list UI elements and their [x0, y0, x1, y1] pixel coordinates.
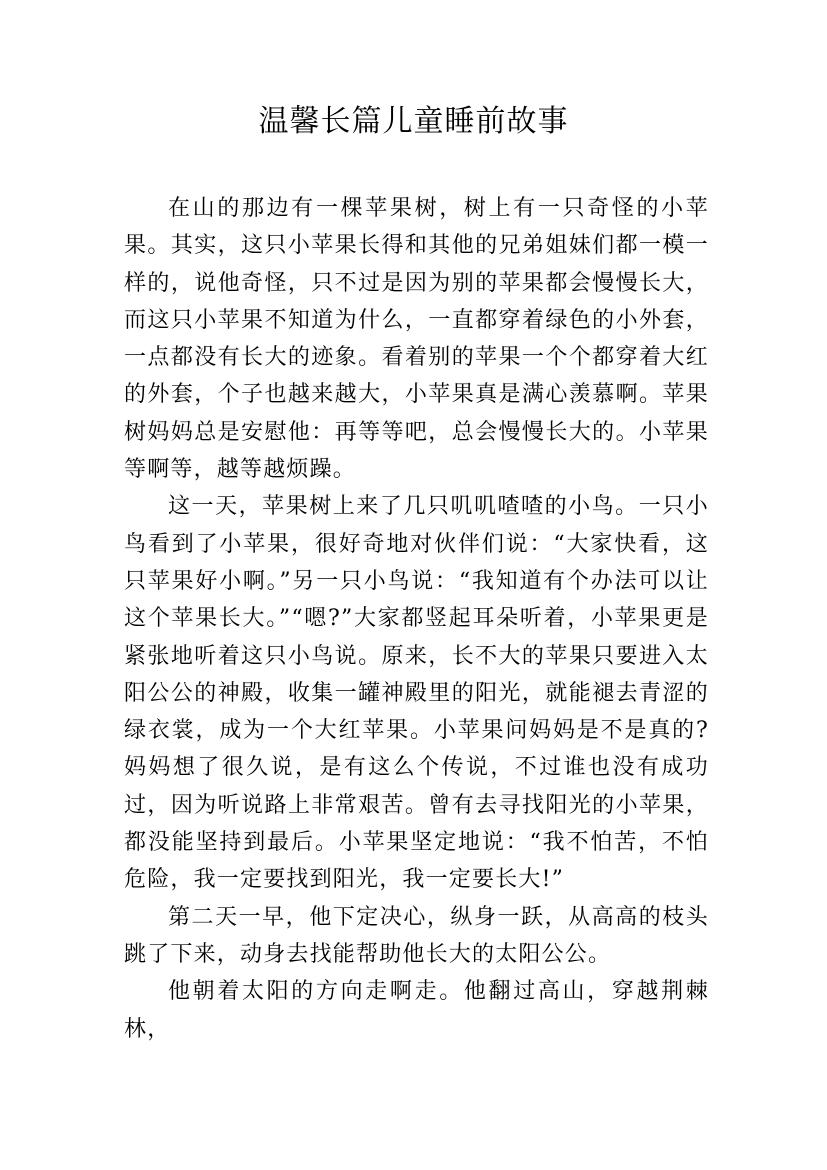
paragraph-4: 他朝着太阳的方向走啊走。他翻过高山，穿越荆棘林，	[124, 979, 709, 1042]
paragraph-2: 这一天，苹果树上来了几只叽叽喳喳的小鸟。一只小鸟看到了小苹果，很好奇地对伙伴们说：“大家快看，这只苹果好小啊。”另一只小鸟说：“我知道有个办法可以让这个苹果长大。”“嗯?”大家都竖起耳朵听着，小苹果更是紧张地听着这只小鸟说。原来，长不大的苹果只要进入太阳公公的神殿，收集一罐神殿里的阳光，就能褪去青涩的绿衣裳，成为一个大红苹果。小苹果问妈妈是不是真的?妈妈想了很久说，是有这么个传说，不过谁也没有成功过，因为听说路上非常艰苦。曾有去寻找阳光的小苹果，都没能坚持到最后。小苹果坚定地说：“我不怕苦，不怕危险，我一定要找到阳光，我一定要长大!”	[124, 494, 709, 893]
paragraph-1: 在山的那边有一棵苹果树，树上有一只奇怪的小苹果。其实，这只小苹果长得和其他的兄弟姐妹们都一模一样的，说他奇怪，只不过是因为别的苹果都会慢慢长大，而这只小苹果不知道为什么，一直都穿着绿色的小外套，一点都没有长大的迹象。看着别的苹果一个个都穿着大红的外套，个子也越来越大，小苹果真是满心羡慕啊。苹果树妈妈总是安慰他：再等等吧，总会慢慢长大的。小苹果等啊等，越等越烦躁。	[124, 196, 709, 483]
paragraph-3: 第二天一早，他下定决心，纵身一跃，从高高的枝头跳了下来，动身去找能帮助他长大的太阳公公。	[124, 904, 709, 967]
document-title: 温馨长篇儿童睡前故事	[258, 104, 569, 139]
document-body	[124, 190, 709, 1048]
